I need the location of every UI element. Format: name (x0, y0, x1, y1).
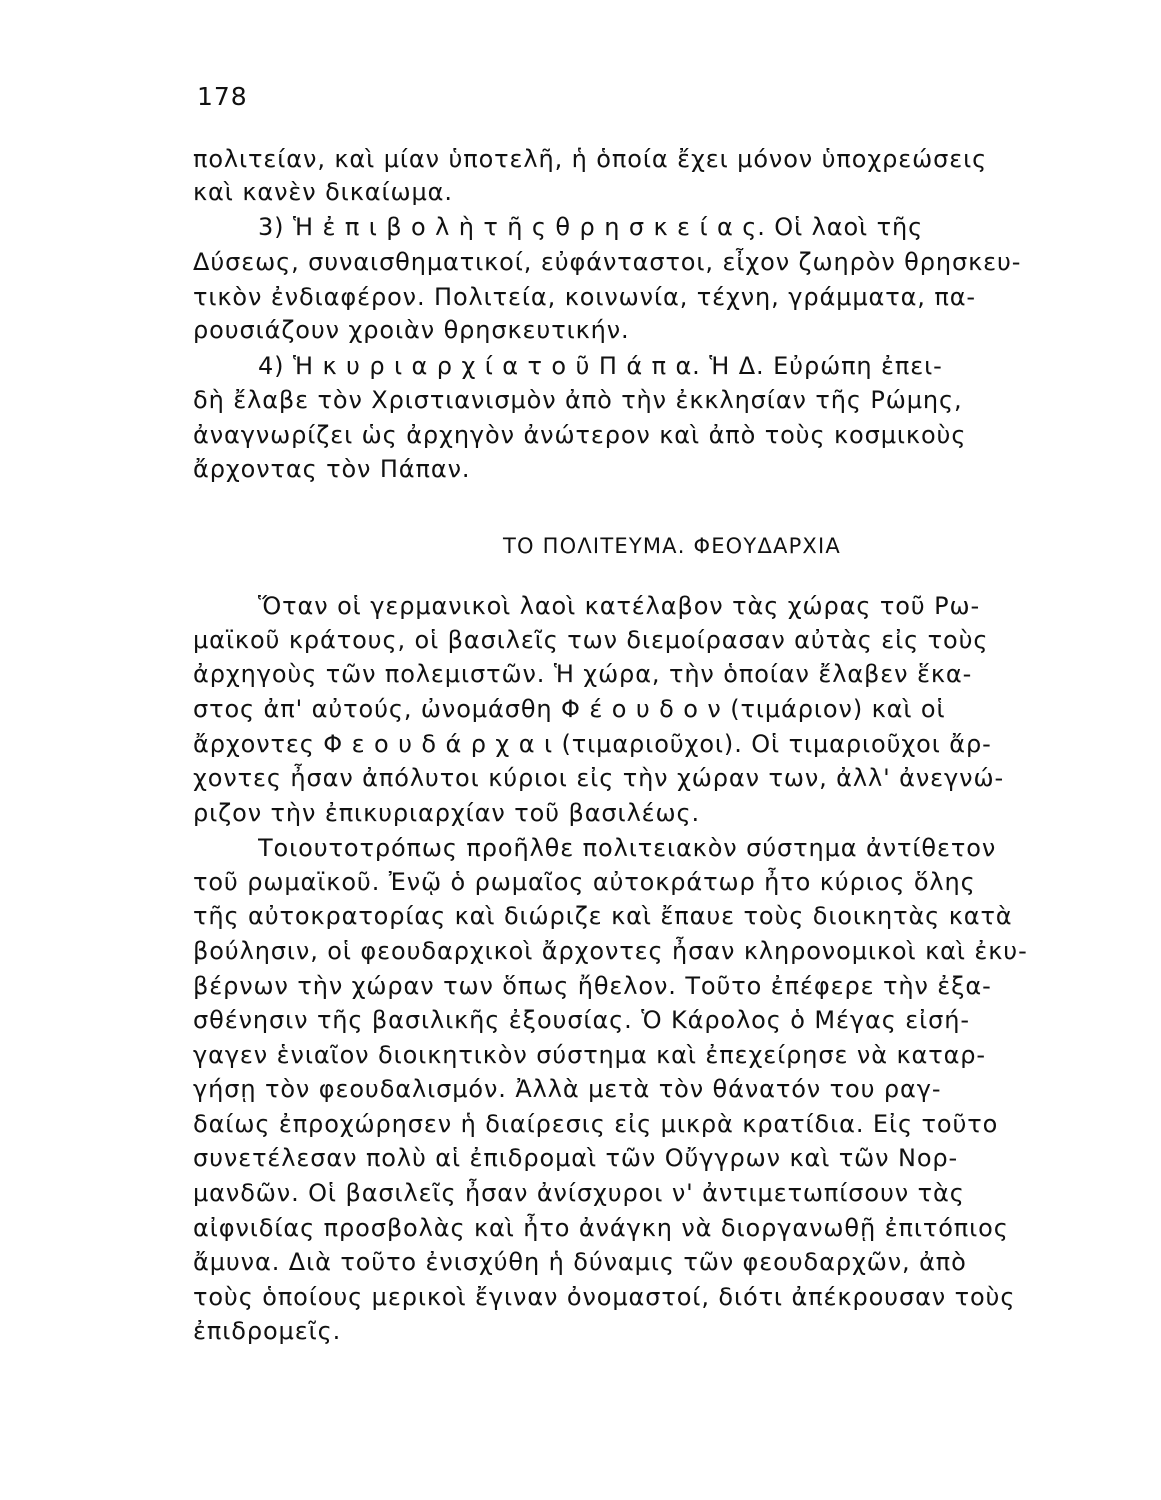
text-line: γήσῃ τὸν φεουδαλισμόν. Ἀλλὰ μετὰ τὸν θάνατόν του ραγ- (193, 1075, 942, 1103)
text-line: συνετέλεσαν πολὺ αἱ ἐπιδρομαὶ τῶν Οὔγγρων καὶ τῶν Νορ- (193, 1144, 959, 1172)
text-line: αἰφνιδίας προσβολὰς καὶ ἦτο ἀνάγκη νὰ διοργανωθῇ ἐπιτόπιος (193, 1214, 1009, 1242)
text-line: στος ἀπ' αὐτούς, ὠνομάσθη Φ έ ο υ δ ο ν (τιμάριον) καὶ οἱ (193, 695, 946, 723)
text-line: Ὅταν οἱ γερμανικοὶ λαοὶ κατέλαβον τὰς χώρας τοῦ Ρω- (258, 592, 981, 620)
section-heading: ΤΟ ΠΟΛΙΤΕΥΜΑ. ΦΕΟΥΔΑΡΧΙΑ (503, 534, 841, 558)
text-line: χοντες ἦσαν ἀπόλυτοι κύριοι εἰς τὴν χώραν των, ἀλλ' ἀνεγνώ- (193, 764, 1004, 792)
text-line: γαγεν ἑνιαῖον διοικητικὸν σύστημα καὶ ἐπεχείρησε νὰ καταρ- (193, 1041, 986, 1069)
text-line: ἐπιδρομεῖς. (193, 1317, 342, 1345)
text-line: Δύσεως, συναισθηματικοί, εὐφάνταστοι, εἶχον ζωηρὸν θρησκευ- (193, 248, 1022, 276)
text-line: βέρνων τὴν χώραν των ὅπως ἤθελον. Τοῦτο ἐπέφερε τὴν ἐξα- (193, 972, 992, 1000)
text-line: 4) Ἡ κ υ ρ ι α ρ χ ί α τ ο ῦ Π ά π α. Ἡ Δ. Εὐρώπη ἐπει- (258, 352, 943, 380)
text-line: ἀναγνωρίζει ὡς ἀρχηγὸν ἀνώτερον καὶ ἀπὸ τοὺς κοσμικοὺς (193, 421, 967, 449)
text-line: δαίως ἐπροχώρησεν ἡ διαίρεσις εἰς μικρὰ κρατίδια. Εἰς τοῦτο (193, 1110, 999, 1138)
text-line: ρουσιάζουν χροιὰν θρησκευτικήν. (193, 316, 630, 344)
text-line: 3) Ἡ ἐ π ι β ο λ ὴ τ ῆ ς θ ρ η σ κ ε ί α ς. Οἱ λαοὶ τῆς (258, 213, 924, 241)
text-line: ἄρχοντας τὸν Πάπαν. (193, 455, 471, 483)
text-line: τικὸν ἐνδιαφέρον. Πολιτεία, κοινωνία, τέχνη, γράμματα, πα- (193, 283, 976, 311)
text-line: καὶ κανὲν δικαίωμα. (193, 178, 453, 206)
text-line: πολιτείαν, καὶ μίαν ὑποτελῆ, ἡ ὁποία ἔχει μόνον ὑποχρεώσεις (193, 145, 988, 173)
text-line: δὴ ἔλαβε τὸν Χριστιανισμὸν ἀπὸ τὴν ἐκκλησίαν τῆς Ρώμης, (193, 386, 963, 414)
text-line: ἄμυνα. Διὰ τοῦτο ἐνισχύθη ἡ δύναμις τῶν φεουδαρχῶν, ἀπὸ (193, 1248, 967, 1276)
text-line: ἄρχοντες Φ ε ο υ δ ά ρ χ α ι (τιμαριοῦχοι). Οἱ τιμαριοῦχοι ἄρ- (193, 730, 992, 758)
text-line: μαϊκοῦ κράτους, οἱ βασιλεῖς των διεμοίρασαν αὐτὰς εἰς τοὺς (193, 626, 989, 654)
text-line: βούλησιν, οἱ φεουδαρχικοὶ ἄρχοντες ἦσαν κληρονομικοὶ καὶ ἐκυ- (193, 937, 1028, 965)
text-line: Τοιουτοτρόπως προῆλθε πολιτειακὸν σύστημα ἀντίθετον (258, 834, 997, 862)
text-line: τῆς αὐτοκρατορίας καὶ διώριζε καὶ ἔπαυε τοὺς διοικητὰς κατὰ (193, 902, 1013, 930)
page-number: 178 (197, 82, 248, 111)
text-line: ἀρχηγοὺς τῶν πολεμιστῶν. Ἡ χώρα, τὴν ὁποίαν ἔλαβεν ἕκα- (193, 660, 973, 688)
text-line: τοῦ ρωμαϊκοῦ. Ἐνῷ ὁ ρωμαῖος αὐτοκράτωρ ἦτο κύριος ὅλης (193, 868, 976, 896)
text-line: τοὺς ὁποίους μερικοὶ ἔγιναν ὀνομαστοί, διότι ἀπέκρουσαν τοὺς (193, 1283, 1016, 1311)
text-line: ριζον τὴν ἐπικυριαρχίαν τοῦ βασιλέως. (193, 799, 701, 827)
text-line: μανδῶν. Οἱ βασιλεῖς ἦσαν ἀνίσχυροι ν' ἀντιμετωπίσουν τὰς (193, 1179, 965, 1207)
text-line: σθένησιν τῆς βασιλικῆς ἐξουσίας. Ὁ Κάρολος ὁ Μέγας εἰσή- (193, 1006, 970, 1034)
